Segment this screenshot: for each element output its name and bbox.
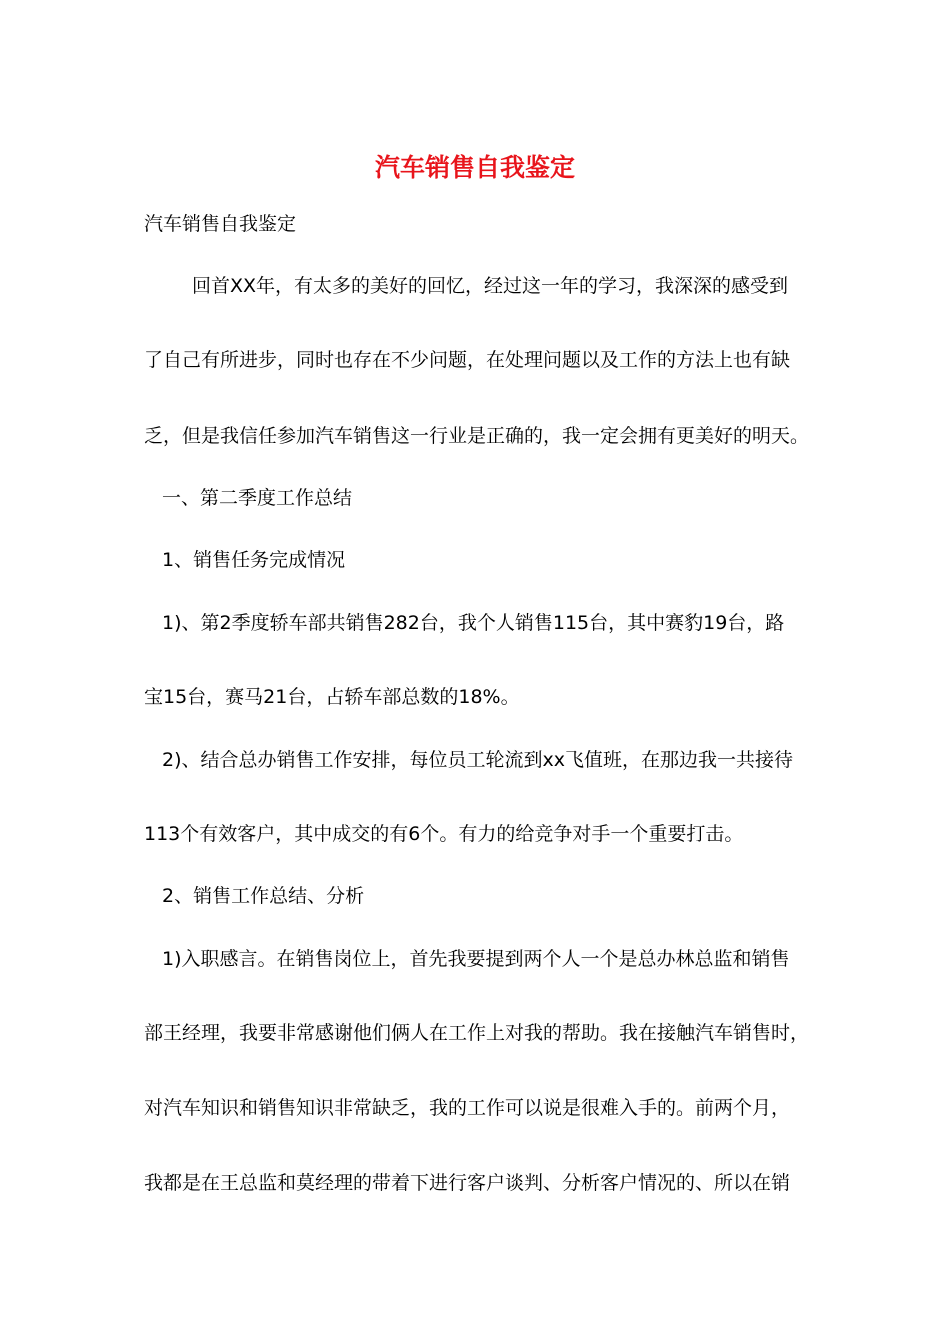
paragraph-line: 1)入职感言。在销售岗位上，首先我要提到两个人一个是总办林总监和销售 [162, 948, 790, 970]
section-heading: 一、第二季度工作总结 [162, 487, 353, 509]
paragraph-line: 对汽车知识和销售知识非常缺乏，我的工作可以说是很难入手的。前两个月， [144, 1097, 791, 1119]
paragraph-line: 1)、第2季度轿车部共销售282台，我个人销售115台，其中赛豹19台，路 [162, 612, 785, 634]
paragraph-line: 部王经理，我要非常感谢他们俩人在工作上对我的帮助。我在接触汽车销售时， [144, 1022, 810, 1044]
subsection-heading: 2、销售工作总结、分析 [162, 885, 365, 907]
paragraph-line: 113个有效客户，其中成交的有6个。有力的给竞争对手一个重要打击。 [144, 823, 744, 845]
document-title: 汽车销售自我鉴定 [374, 153, 575, 182]
paragraph-line: 回首XX年，有太多的美好的回忆，经过这一年的学习，我深深的感受到 [192, 275, 789, 297]
doc-subtitle: 汽车销售自我鉴定 [144, 213, 297, 235]
paragraph-line: 宝15台，赛马21台，占轿车部总数的18%。 [144, 686, 520, 708]
paragraph-line: 2)、结合总办销售工作安排，每位员工轮流到xx飞值班，在那边我一共接待 [162, 749, 793, 771]
paragraph-line: 乏，但是我信任参加汽车销售这一行业是正确的，我一定会拥有更美好的明天。 [144, 425, 810, 447]
subsection-heading: 1、销售任务完成情况 [162, 549, 346, 571]
paragraph-line: 我都是在王总监和莫经理的带着下进行客户谈判、分析客户情况的、所以在销 [144, 1172, 791, 1194]
paragraph-line: 了自己有所进步，同时也存在不少问题，在处理问题以及工作的方法上也有缺 [144, 349, 791, 371]
